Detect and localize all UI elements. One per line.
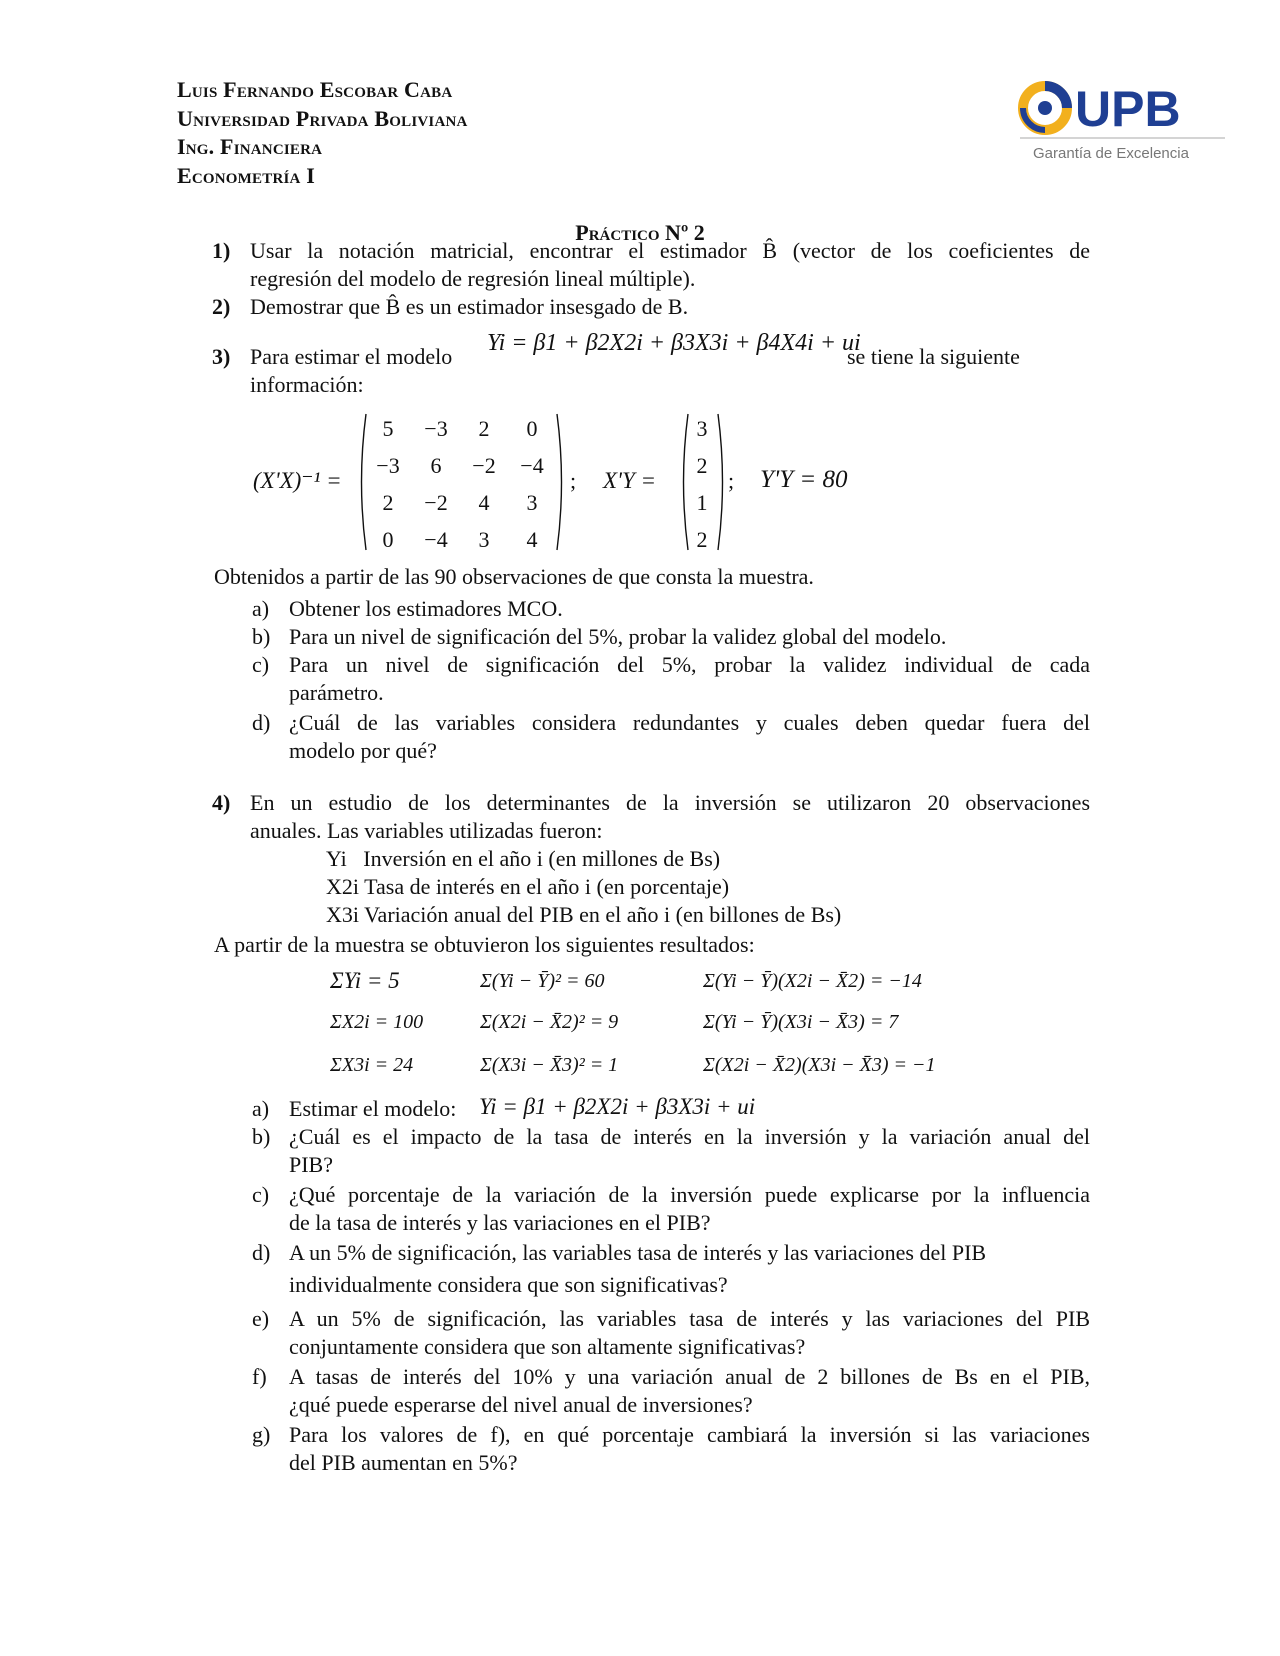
item-text: modelo por qué? [289,738,437,763]
variable-definition: X2i Tasa de interés en el año i (en porcentaje) [326,874,730,899]
item-label: d) [252,710,271,735]
matrix-cell: −3 [424,415,448,441]
item-label: g) [252,1422,271,1447]
item-text: Para los valores de f), en qué porcentaje cambiará la inversión si las variaciones [289,1422,1090,1447]
sum-result: Σ(X3i − X̄3)² = 1 [480,1054,619,1076]
matrix-cell: 5 [382,415,394,441]
vector-cell: 2 [696,452,708,478]
sum-result: ΣYi = 5 [330,968,400,993]
vector-cell: 3 [696,415,708,441]
upb-logo [1015,78,1230,173]
item-label: b) [252,1124,271,1149]
item-text: A un 5% de significación, las variables tasa de interés y las variaciones del PIB [289,1240,987,1265]
page-title: Práctico Nº 2 [575,220,705,245]
vector-cell: 1 [696,489,708,515]
matrix-cell: −4 [520,452,544,478]
matrix-cell: 0 [526,415,538,441]
xty-vector [686,410,718,558]
university-name: Universidad Privada Boliviana [177,105,468,131]
question-1-line-2: regresión del modelo de regresión lineal múltiple). [250,266,696,291]
question-2-text: Demostrar que B̂ es un estimador insesgado de B. [250,294,689,319]
variable-definition: X3i Variación anual del PIB en el año i (en billones de Bs) [326,902,842,927]
item-label: c) [252,652,270,677]
item-label: e) [252,1306,270,1331]
matrix-row [364,410,556,447]
item-label: f) [252,1364,267,1389]
item-label: c) [252,1182,270,1207]
question-4-line-2: anuales. Las variables utilizadas fueron: [250,818,603,843]
item-text: parámetro. [289,680,384,705]
item-text: A tasas de interés del 10% y una variación anual de 2 billones de Bs en el PIB, [289,1364,1090,1389]
item-label: d) [252,1240,271,1265]
item-label: b) [252,624,271,649]
results-intro: A partir de la muestra se obtuvieron los siguientes resultados: [214,932,755,957]
item-text: de la tasa de interés y las variaciones en el PIB? [289,1210,711,1235]
item-label: a) [252,596,270,621]
question-4-line-1: En un estudio de los determinantes de la inversión se utilizaron 20 observaciones [250,790,1090,815]
item-text: Obtener los estimadores MCO. [289,596,563,621]
question-number: 4) [212,790,231,815]
item-text: del PIB aumentan en 5%? [289,1450,518,1475]
observations-note: Obtenidos a partir de las 90 observaciones de que consta la muestra. [214,564,814,589]
matrix-cell: 4 [526,526,538,552]
xtx-inverse-label: (X'X)⁻¹ = [253,468,342,493]
matrix-cell: 2 [478,415,490,441]
variable-definition: Yi Inversión en el año i (en millones de Bs) [326,846,721,871]
question-number: 1) [212,238,231,263]
question-3-pre: Para estimar el modelo [250,344,453,369]
item-text: ¿Cuál de las variables considera redundantes y cuales deben quedar fuera del [289,710,1090,735]
xty-label: X'Y = [603,468,657,493]
item-text: ¿Qué porcentaje de la variación de la inversión puede explicarse por la influencia [289,1182,1090,1207]
sum-result: Σ(X2i − X̄2)(X3i − X̄3) = −1 [703,1054,936,1076]
matrix-cell: 0 [382,526,394,552]
matrix-row [364,484,556,521]
item-a-model: Yi = β1 + β2X2i + β3X3i + ui [479,1094,756,1119]
yty-value: Y'Y = 80 [760,466,848,493]
matrix-cell: −2 [424,489,448,515]
item-text: Estimar el modelo: [289,1096,457,1121]
matrix-cell: 2 [382,489,394,515]
vector-cell: 2 [696,526,708,552]
question-1-line-1: Usar la notación matricial, encontrar el estimador B̂ (vector de los coeficientes de [250,238,1090,263]
right-paren-icon [555,412,567,552]
sum-result: ΣX3i = 24 [330,1054,414,1076]
author-name: Luis Fernando Escobar Caba [177,77,453,102]
matrix-cell: 3 [526,489,538,515]
sum-result: ΣX2i = 100 [330,1011,424,1033]
item-text: individualmente considera que son significativas? [289,1272,728,1297]
upb-emblem-icon [1015,78,1230,173]
item-text: PIB? [289,1152,333,1177]
item-text: ¿Cuál es el impacto de la tasa de interés en la inversión y la variación anual del [289,1124,1090,1149]
sum-result: Σ(Yi − Ȳ)(X2i − X̄2) = −14 [703,970,922,992]
sum-result: Σ(X2i − X̄2)² = 9 [480,1011,619,1033]
item-text: A un 5% de significación, las variables tasa de interés y las variaciones del PIB [289,1306,1090,1331]
logo-tagline: Garantía de Excelencia [1033,145,1189,162]
matrix-cell: 6 [430,452,442,478]
matrix-row [364,447,556,484]
matrix-cell: 3 [478,526,490,552]
question-3-post: se tiene la siguiente [847,344,1020,369]
matrix-separator: ; [728,468,735,493]
logo-text: UPB [1075,81,1181,137]
right-paren-icon [716,412,728,552]
sum-result: Σ(Yi − Ȳ)² = 60 [480,970,605,992]
question-number: 2) [212,294,231,319]
item-label: a) [252,1096,270,1121]
question-3-model: Yi = β1 + β2X2i + β3X3i + β4X4i + ui [487,330,861,356]
course-name: Econometría I [177,162,316,188]
matrix-cell: −3 [376,452,400,478]
item-text: conjuntamente considera que son altamente significativas? [289,1334,806,1359]
item-text: Para un nivel de significación del 5%, probar la validez individual de cada [289,652,1090,677]
sum-result: Σ(Yi − Ȳ)(X3i − X̄3) = 7 [703,1011,899,1033]
matrix-cell: −2 [472,452,496,478]
item-text: ¿qué puede esperarse del nivel anual de inversiones? [289,1392,753,1417]
matrix-cell: 4 [478,489,490,515]
matrix-row [364,521,556,558]
xtx-inverse-matrix [364,410,556,558]
question-number: 3) [212,344,231,369]
matrix-cell: −4 [424,526,448,552]
career-name: Ing. Financiera [177,134,323,159]
document-header [177,76,468,190]
matrix-separator: ; [570,468,577,493]
item-text: Para un nivel de significación del 5%, probar la validez global del modelo. [289,624,947,649]
question-3-line-2: información: [250,372,364,397]
